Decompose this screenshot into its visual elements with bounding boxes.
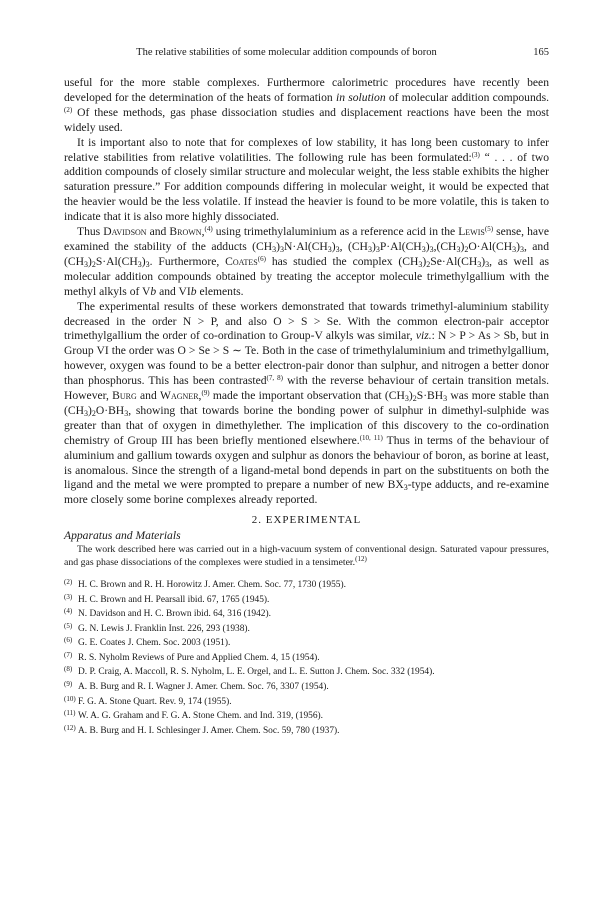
text-run: ) bbox=[331, 239, 336, 253]
text-run: and VI bbox=[156, 284, 191, 298]
reference-item bbox=[64, 606, 549, 621]
reference-item bbox=[64, 650, 549, 665]
reference-number: (11) bbox=[64, 709, 76, 718]
footnote-references bbox=[64, 577, 549, 738]
reference-text: H. C. Brown and H. Pearsall ibid. 67, 1765 (1945). bbox=[78, 594, 270, 605]
text-run: ) bbox=[481, 254, 486, 268]
text-run: Thus bbox=[77, 225, 104, 239]
subscript: 3 bbox=[429, 244, 434, 254]
article-body bbox=[64, 76, 549, 737]
subscript: 2 bbox=[412, 394, 417, 404]
author-name: Lewis bbox=[458, 225, 485, 239]
italic-run: viz. bbox=[415, 329, 432, 343]
reference-item bbox=[64, 723, 549, 738]
paragraph-3 bbox=[64, 225, 549, 300]
text-run: : N > P > As > Sb, but in Group VI the order was O > Se > S ∼ Te. Both in the case of trimethylaluminium and trimethylgallium, however, oxygen was found to be a better electron-pair donor than sulphur, and nitrogen a better donor than phosphorus. This has been contrasted bbox=[64, 329, 549, 388]
subscript: 3 bbox=[375, 244, 380, 254]
text-run: useful for the more stable complexes. Furthermore calorimetric procedures have recently been developed for the determination of the heats of formation bbox=[64, 76, 549, 104]
reference-text: F. G. A. Stone Quart. Rev. 9, 174 (1955). bbox=[78, 696, 232, 707]
subscript: 3 bbox=[403, 483, 408, 493]
subscript: 3 bbox=[456, 244, 461, 254]
subscript: 3 bbox=[421, 244, 426, 254]
page-number: 165 bbox=[533, 47, 549, 58]
text-run: with the reverse behaviour of certain transition metals. However, bbox=[64, 374, 549, 403]
text-run: P·Al(CH bbox=[379, 239, 422, 253]
subscript: 3 bbox=[124, 408, 129, 418]
reference-text: A. B. Burg and R. I. Wagner J. Amer. Chem. Soc. 76, 3307 (1954). bbox=[78, 682, 329, 693]
text-run: ) bbox=[276, 239, 280, 253]
text-run: ) bbox=[408, 389, 413, 403]
text-run: Thus in terms of the behaviour of aluminium and gallium towards oxygen and sulphur as donors the behaviour of boron, as borine at least, is anomalous. Since the strength of a ligand-metal bond depends in part on the substituents on both the ligand and the metal we were prompted to prepare a number of new BX bbox=[64, 433, 549, 492]
text-run: ,(CH bbox=[433, 239, 457, 253]
citation: (7, 8) bbox=[266, 374, 283, 383]
text-run: ) bbox=[516, 239, 520, 253]
text-run: O·BH bbox=[95, 403, 125, 417]
text-run: was more stable than (CH bbox=[64, 389, 550, 417]
reference-number: (5) bbox=[64, 621, 73, 630]
subscript: 3 bbox=[335, 244, 340, 254]
text-run: The work described here was carried out in a high-vacuum system of conventional design. Saturated vapour pressures, and gas phase dissociations of the complexes were studied in a tensimeter. bbox=[64, 544, 549, 568]
paragraph-1 bbox=[64, 76, 549, 136]
paragraph-2 bbox=[64, 136, 549, 225]
text-run: sense, have examined the stability of the adducts (CH bbox=[64, 225, 549, 253]
text-run: Se·Al(CH bbox=[430, 254, 478, 268]
reference-text: N. Davidson and H. C. Brown ibid. 64, 316 (1942). bbox=[78, 609, 271, 620]
reference-item bbox=[64, 679, 549, 694]
reference-number: (9) bbox=[64, 680, 73, 689]
reference-text: W. A. G. Graham and F. G. A. Stone Chem. and Ind. 319, (1956). bbox=[78, 711, 323, 722]
subscript: 3 bbox=[367, 244, 372, 254]
text-run: S·BH bbox=[416, 389, 444, 403]
citation: (12) bbox=[355, 554, 367, 563]
author-name: Coates bbox=[225, 254, 258, 268]
text-run: S·Al(CH bbox=[95, 254, 138, 268]
subscript: 3 bbox=[512, 244, 517, 254]
italic-run: b bbox=[150, 284, 157, 298]
subscript: 2 bbox=[464, 244, 469, 254]
reference-item bbox=[64, 635, 549, 650]
subscript: 3 bbox=[418, 259, 423, 269]
subscript: 2 bbox=[426, 259, 431, 269]
running-title: The relative stabilities of some molecular addition compounds of boron bbox=[136, 47, 437, 58]
text-run: ) bbox=[141, 254, 146, 268]
italic-run: in solution bbox=[335, 90, 386, 104]
reference-number: (10) bbox=[64, 694, 76, 703]
reference-text: H. C. Brown and R. H. Horowitz J. Amer. Chem. Soc. 77, 1730 (1955). bbox=[78, 579, 346, 590]
author-name: Wagner bbox=[160, 389, 199, 403]
text-run: “ . . . of two addition compounds of closely similar structure and molecular weight, the less stable exhibits the higher saturation pressure.” For addition compounds differing in molecular weight, it would be expected that the heavier would be the less volatile. If instead the heavier is found to be more volatile, this is taken to indicate that it is also more highly dissociated. bbox=[64, 150, 549, 224]
reference-item bbox=[64, 621, 549, 636]
text-run: N·Al(CH bbox=[284, 239, 328, 253]
text-run: ) bbox=[87, 403, 92, 417]
reference-item bbox=[64, 708, 549, 723]
reference-number: (6) bbox=[64, 636, 73, 645]
text-run: ) bbox=[460, 239, 465, 253]
text-run: , and (CH bbox=[64, 239, 550, 268]
text-run: , showing that towards borine the bonding power of sulphur in dimethyl-sulphide was greater than that of oxygen in dimethylether. The implication of this discovery to the co-ordination chemistry of Group III has been briefly mentioned elsewhere. bbox=[64, 403, 549, 447]
citation: (9) bbox=[201, 389, 210, 398]
reference-number: (3) bbox=[64, 592, 73, 601]
experimental-paragraph bbox=[64, 544, 549, 569]
reference-text: A. B. Burg and H. I. Schlesinger J. Amer. Chem. Soc. 59, 780 (1937). bbox=[78, 725, 340, 736]
text-run: and bbox=[136, 389, 161, 403]
reference-number: (4) bbox=[64, 607, 73, 616]
text-run: , (CH bbox=[339, 239, 368, 253]
italic-run: b bbox=[190, 284, 197, 298]
reference-text: G. E. Coates J. Chem. Soc. 2003 (1951). bbox=[78, 638, 231, 649]
subscript: 3 bbox=[272, 244, 277, 254]
subscript: 3 bbox=[404, 394, 409, 404]
subscript: 3 bbox=[327, 244, 332, 254]
reference-item bbox=[64, 577, 549, 592]
author-name: Burg bbox=[112, 389, 137, 403]
reference-text: R. S. Nyholm Reviews of Pure and Applied Chem. 4, 15 (1954). bbox=[78, 652, 320, 663]
subscript: 3 bbox=[145, 259, 150, 269]
citation: (4) bbox=[204, 225, 213, 234]
citation: (2) bbox=[64, 105, 73, 114]
reference-number: (12) bbox=[64, 723, 76, 732]
subscript: 3 bbox=[477, 259, 482, 269]
text-run: made the important observation that (CH bbox=[209, 389, 405, 403]
subscript: 3 bbox=[443, 394, 448, 404]
subscript: 3 bbox=[485, 259, 490, 269]
text-run: , bbox=[198, 389, 202, 403]
text-run: ) bbox=[422, 254, 427, 268]
citation: (5) bbox=[484, 225, 494, 234]
text-run: , bbox=[201, 225, 205, 239]
paragraph-4 bbox=[64, 300, 549, 509]
subscript: 2 bbox=[91, 259, 96, 269]
text-run: elements. bbox=[196, 284, 244, 298]
reference-item bbox=[64, 694, 549, 709]
text-run: -type adducts, and re-examine more closely some borine complexes already reported. bbox=[64, 478, 549, 507]
citation: (6) bbox=[257, 254, 266, 263]
text-run: The experimental results of these workers demonstrated that towards trimethyl-aluminium stability decreased in the order N > P, and also O > S > Se. With the common electron-pair acceptor trimethylgallium the order of co-ordination to Group-V alkyls was similar, bbox=[64, 299, 549, 343]
subscript: 3 bbox=[137, 259, 142, 269]
text-run: ) bbox=[371, 239, 376, 253]
text-run: ) bbox=[87, 254, 92, 268]
reference-text: G. N. Lewis J. Franklin Inst. 226, 293 (1938). bbox=[78, 623, 250, 634]
reference-number: (7) bbox=[64, 650, 73, 659]
subscript: 3 bbox=[83, 259, 88, 269]
reference-item bbox=[64, 592, 549, 607]
text-run: Of these methods, gas phase dissociation studies and displacement reactions have been the most widely used. bbox=[64, 105, 549, 134]
reference-number: (2) bbox=[64, 577, 73, 586]
reference-item bbox=[64, 664, 549, 679]
text-run: and bbox=[146, 225, 170, 239]
section-heading: 2. EXPERIMENTAL bbox=[251, 514, 362, 527]
subscript: 2 bbox=[91, 408, 96, 418]
subscript: 3 bbox=[519, 244, 524, 254]
reference-number: (8) bbox=[64, 665, 73, 674]
text-run: It is important also to note that for complexes of low stability, it has long been customary to infer relative stabilities from relative volatilities. The following rule has been formulated: bbox=[64, 135, 549, 164]
text-run: using trimethylaluminium as a reference acid in the bbox=[212, 225, 459, 239]
citation: (3) bbox=[471, 150, 480, 159]
author-name: Brown bbox=[169, 225, 202, 239]
subscript: 3 bbox=[83, 408, 88, 418]
text-run: . Furthermore, bbox=[149, 254, 226, 268]
text-run: , as well as molecular addition compounds obtained by treating the acceptor molecule trimethylgallium with the methyl alkyls of V bbox=[64, 254, 549, 298]
text-run: has studied the complex (CH bbox=[265, 254, 419, 268]
text-run: O·Al(CH bbox=[468, 239, 513, 253]
text-run: of molecular addition compounds. bbox=[385, 90, 549, 104]
subscript: 3 bbox=[280, 244, 284, 254]
text-run: ) bbox=[425, 239, 430, 253]
subsection-heading: Apparatus and Materials bbox=[64, 529, 181, 543]
citation: (10, 11) bbox=[359, 433, 383, 442]
reference-text: D. P. Craig, A. Maccoll, R. S. Nyholm, L. E. Orgel, and L. E. Sutton J. Chem. Soc. 332 (1954). bbox=[78, 667, 435, 678]
author-name: Davidson bbox=[103, 225, 147, 239]
